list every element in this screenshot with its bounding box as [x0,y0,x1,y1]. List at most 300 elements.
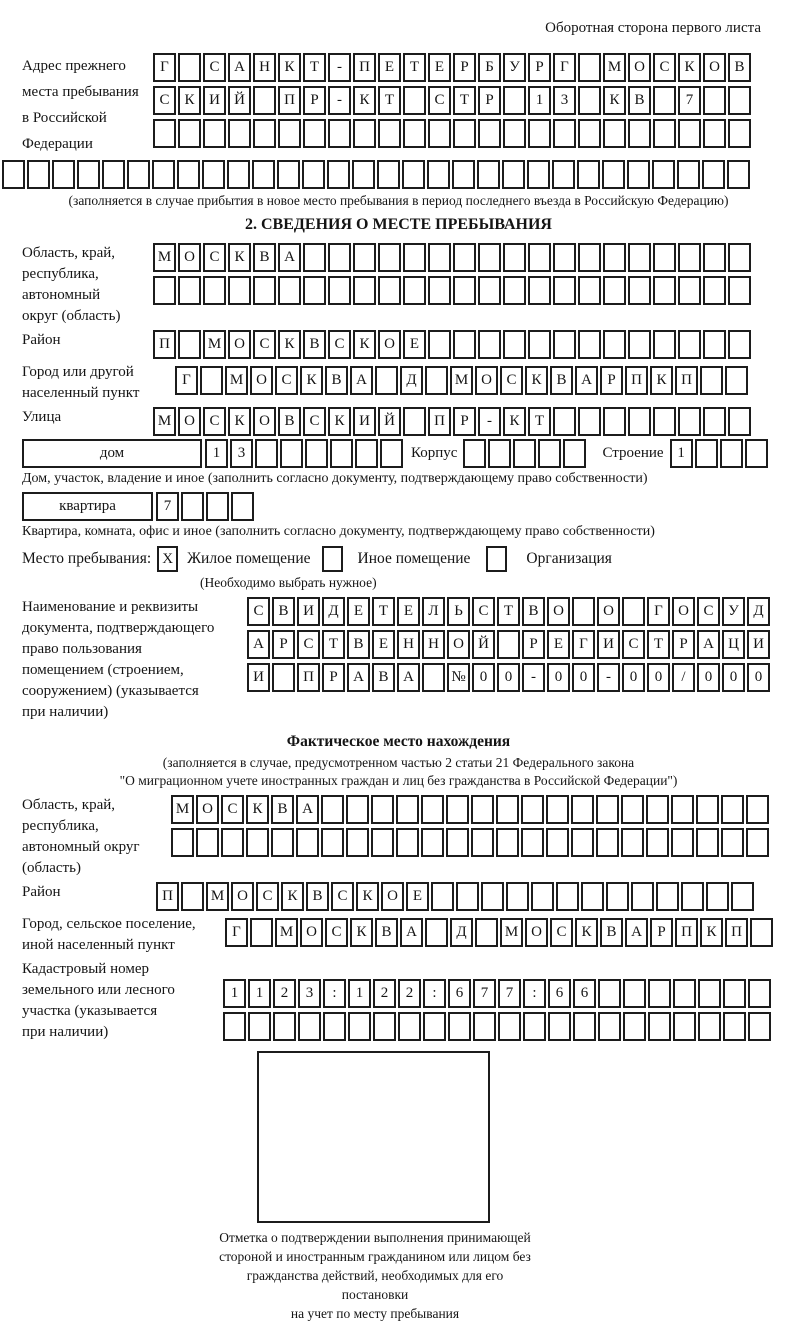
char-cell[interactable]: 6 [573,979,596,1008]
char-cell[interactable] [330,439,353,468]
char-cell[interactable] [746,828,769,857]
char-cell[interactable] [720,439,743,468]
char-cell[interactable] [102,160,125,189]
char-cell[interactable]: Г [553,53,576,82]
char-cell[interactable]: Р [322,663,345,692]
char-cell[interactable]: - [597,663,620,692]
char-cell[interactable] [280,439,303,468]
char-cell[interactable] [200,366,223,395]
char-cell[interactable]: Л [422,597,445,626]
char-cell[interactable] [578,86,601,115]
char-cell[interactable] [421,795,444,824]
char-cell[interactable] [303,243,326,272]
char-cell[interactable] [403,86,426,115]
char-cell[interactable] [678,119,701,148]
char-cell[interactable] [27,160,50,189]
char-cell[interactable] [321,828,344,857]
char-cell[interactable] [496,795,519,824]
char-cell[interactable] [346,795,369,824]
char-cell[interactable]: В [375,918,398,947]
char-cell[interactable] [728,86,751,115]
char-cell[interactable] [428,243,451,272]
char-cell[interactable] [523,1012,546,1041]
char-cell[interactable]: П [675,366,698,395]
char-cell[interactable] [700,366,723,395]
char-cell[interactable]: С [550,918,573,947]
char-cell[interactable] [488,439,511,468]
char-cell[interactable]: А [296,795,319,824]
char-cell[interactable] [596,795,619,824]
char-cell[interactable] [503,86,526,115]
char-cell[interactable]: М [203,330,226,359]
char-cell[interactable]: Г [647,597,670,626]
char-cell[interactable] [153,119,176,148]
char-cell[interactable]: О [231,882,254,911]
char-cell[interactable]: М [500,918,523,947]
char-cell[interactable] [471,795,494,824]
char-cell[interactable] [328,243,351,272]
char-cell[interactable]: К [281,882,304,911]
char-cell[interactable]: О [525,918,548,947]
char-cell[interactable]: Г [225,918,248,947]
char-cell[interactable] [446,795,469,824]
char-cell[interactable]: О [178,407,201,436]
char-cell[interactable] [353,243,376,272]
char-cell[interactable] [371,828,394,857]
char-cell[interactable]: Т [647,630,670,659]
char-cell[interactable]: А [575,366,598,395]
char-cell[interactable] [723,1012,746,1041]
char-cell[interactable] [598,979,621,1008]
char-cell[interactable] [177,160,200,189]
char-cell[interactable]: К [178,86,201,115]
char-cell[interactable]: С [256,882,279,911]
char-cell[interactable]: Р [600,366,623,395]
char-cell[interactable] [371,795,394,824]
char-cell[interactable] [425,918,448,947]
char-cell[interactable] [402,160,425,189]
char-cell[interactable] [221,828,244,857]
char-cell[interactable]: С [153,86,176,115]
char-cell[interactable]: Т [497,597,520,626]
char-cell[interactable]: 0 [747,663,770,692]
char-cell[interactable] [653,243,676,272]
char-cell[interactable] [303,119,326,148]
char-cell[interactable] [678,407,701,436]
char-cell[interactable] [748,979,771,1008]
char-cell[interactable] [721,795,744,824]
char-cell[interactable]: М [206,882,229,911]
char-cell[interactable]: Е [397,597,420,626]
char-cell[interactable]: 1 [223,979,246,1008]
char-cell[interactable] [278,276,301,305]
char-cell[interactable] [677,160,700,189]
char-cell[interactable] [323,1012,346,1041]
char-cell[interactable] [581,882,604,911]
char-cell[interactable]: К [356,882,379,911]
char-cell[interactable]: Н [253,53,276,82]
char-cell[interactable] [653,330,676,359]
char-cell[interactable] [553,407,576,436]
char-cell[interactable] [380,439,403,468]
char-cell[interactable]: С [472,597,495,626]
char-cell[interactable] [646,795,669,824]
char-cell[interactable] [396,828,419,857]
char-cell[interactable] [695,439,718,468]
char-cell[interactable] [446,828,469,857]
char-cell[interactable]: Н [422,630,445,659]
char-cell[interactable]: И [297,597,320,626]
char-cell[interactable] [453,276,476,305]
char-cell[interactable] [475,918,498,947]
char-cell[interactable] [346,828,369,857]
char-cell[interactable]: К [328,407,351,436]
char-cell[interactable] [553,276,576,305]
char-cell[interactable]: М [153,243,176,272]
char-cell[interactable]: К [650,366,673,395]
char-cell[interactable]: В [303,330,326,359]
char-cell[interactable] [378,276,401,305]
char-cell[interactable]: К [278,53,301,82]
char-cell[interactable] [750,918,773,947]
char-cell[interactable]: А [347,663,370,692]
char-cell[interactable] [696,828,719,857]
char-cell[interactable] [652,160,675,189]
char-cell[interactable]: Т [322,630,345,659]
char-cell[interactable] [378,119,401,148]
char-cell[interactable] [728,276,751,305]
char-cell[interactable]: Й [472,630,495,659]
char-cell[interactable]: А [400,918,423,947]
char-cell[interactable]: Д [450,918,473,947]
char-cell[interactable]: К [603,86,626,115]
char-cell[interactable]: Г [175,366,198,395]
char-cell[interactable]: - [328,53,351,82]
char-cell[interactable]: В [253,243,276,272]
char-cell[interactable]: В [347,630,370,659]
char-cell[interactable]: О [381,882,404,911]
char-cell[interactable]: Е [547,630,570,659]
char-cell[interactable]: - [478,407,501,436]
char-cell[interactable] [528,330,551,359]
char-cell[interactable]: А [278,243,301,272]
char-cell[interactable] [513,439,536,468]
char-cell[interactable] [556,882,579,911]
char-cell[interactable] [497,630,520,659]
char-cell[interactable]: 6 [448,979,471,1008]
char-cell[interactable] [298,1012,321,1041]
char-cell[interactable] [273,1012,296,1041]
char-cell[interactable]: С [697,597,720,626]
char-cell[interactable]: С [331,882,354,911]
char-cell[interactable]: К [353,86,376,115]
char-cell[interactable]: Д [322,597,345,626]
char-cell[interactable] [603,407,626,436]
char-cell[interactable]: 7 [678,86,701,115]
char-cell[interactable]: С [653,53,676,82]
char-cell[interactable] [622,597,645,626]
char-cell[interactable] [427,160,450,189]
char-cell[interactable]: О [178,243,201,272]
char-cell[interactable]: К [278,330,301,359]
char-cell[interactable] [671,795,694,824]
checkbox-other-premises[interactable] [322,546,343,572]
char-cell[interactable]: 0 [697,663,720,692]
char-cell[interactable]: П [278,86,301,115]
char-cell[interactable]: 1 [670,439,693,468]
char-cell[interactable]: 1 [205,439,228,468]
char-cell[interactable] [375,366,398,395]
char-cell[interactable] [248,1012,271,1041]
char-cell[interactable]: С [253,330,276,359]
char-cell[interactable] [227,160,250,189]
char-cell[interactable] [178,330,201,359]
char-cell[interactable]: В [325,366,348,395]
char-cell[interactable]: 3 [298,979,321,1008]
char-cell[interactable] [703,407,726,436]
char-cell[interactable]: 2 [273,979,296,1008]
char-cell[interactable] [453,119,476,148]
char-cell[interactable] [477,160,500,189]
char-cell[interactable]: Г [153,53,176,82]
char-cell[interactable]: Т [378,86,401,115]
char-cell[interactable]: 1 [248,979,271,1008]
char-cell[interactable]: Й [228,86,251,115]
char-cell[interactable] [2,160,25,189]
char-cell[interactable] [578,119,601,148]
char-cell[interactable]: 2 [398,979,421,1008]
char-cell[interactable] [398,1012,421,1041]
char-cell[interactable] [671,828,694,857]
char-cell[interactable]: 6 [548,979,571,1008]
char-cell[interactable]: Т [528,407,551,436]
char-cell[interactable]: О [672,597,695,626]
char-cell[interactable]: Е [406,882,429,911]
char-cell[interactable]: И [247,663,270,692]
char-cell[interactable] [527,160,550,189]
char-cell[interactable] [546,795,569,824]
char-cell[interactable]: О [447,630,470,659]
char-cell[interactable] [553,330,576,359]
char-cell[interactable] [678,276,701,305]
char-cell[interactable] [178,53,201,82]
char-cell[interactable]: Д [747,597,770,626]
char-cell[interactable]: О [378,330,401,359]
char-cell[interactable]: Б [478,53,501,82]
char-cell[interactable] [296,828,319,857]
char-cell[interactable] [673,1012,696,1041]
char-cell[interactable] [628,243,651,272]
char-cell[interactable] [355,439,378,468]
char-cell[interactable] [731,882,754,911]
char-cell[interactable]: Т [403,53,426,82]
char-cell[interactable] [656,882,679,911]
char-cell[interactable] [403,243,426,272]
char-cell[interactable]: С [622,630,645,659]
char-cell[interactable] [471,828,494,857]
char-cell[interactable]: С [325,918,348,947]
char-cell[interactable] [603,243,626,272]
char-cell[interactable] [745,439,768,468]
char-cell[interactable]: О [228,330,251,359]
char-cell[interactable] [678,243,701,272]
char-cell[interactable] [231,492,254,521]
char-cell[interactable] [572,597,595,626]
char-cell[interactable]: О [703,53,726,82]
char-cell[interactable]: В [278,407,301,436]
char-cell[interactable]: 7 [473,979,496,1008]
char-cell[interactable]: О [250,366,273,395]
char-cell[interactable]: Ц [722,630,745,659]
char-cell[interactable] [153,276,176,305]
char-cell[interactable] [698,979,721,1008]
char-cell[interactable] [271,828,294,857]
char-cell[interactable]: Т [372,597,395,626]
char-cell[interactable]: О [196,795,219,824]
char-cell[interactable] [423,1012,446,1041]
char-cell[interactable]: С [247,597,270,626]
char-cell[interactable] [327,160,350,189]
char-cell[interactable]: К [353,330,376,359]
char-cell[interactable]: О [300,918,323,947]
char-cell[interactable] [548,1012,571,1041]
char-cell[interactable] [353,119,376,148]
char-cell[interactable] [521,795,544,824]
char-cell[interactable]: Е [347,597,370,626]
char-cell[interactable] [623,1012,646,1041]
char-cell[interactable] [127,160,150,189]
char-cell[interactable] [703,119,726,148]
char-cell[interactable]: В [728,53,751,82]
char-cell[interactable]: : [423,979,446,1008]
char-cell[interactable] [428,330,451,359]
char-cell[interactable] [725,366,748,395]
char-cell[interactable]: Е [428,53,451,82]
char-cell[interactable] [628,407,651,436]
char-cell[interactable] [353,276,376,305]
char-cell[interactable]: У [503,53,526,82]
char-cell[interactable] [603,330,626,359]
char-cell[interactable] [553,243,576,272]
char-cell[interactable] [250,918,273,947]
char-cell[interactable] [453,330,476,359]
char-cell[interactable]: О [253,407,276,436]
char-cell[interactable] [498,1012,521,1041]
char-cell[interactable]: Е [372,630,395,659]
char-cell[interactable]: К [246,795,269,824]
char-cell[interactable]: В [628,86,651,115]
char-cell[interactable] [648,979,671,1008]
char-cell[interactable]: Е [378,53,401,82]
char-cell[interactable] [428,276,451,305]
char-cell[interactable] [528,243,551,272]
char-cell[interactable]: А [625,918,648,947]
char-cell[interactable] [571,828,594,857]
char-cell[interactable] [171,828,194,857]
char-cell[interactable]: Т [303,53,326,82]
char-cell[interactable] [203,276,226,305]
char-cell[interactable] [302,160,325,189]
char-cell[interactable] [328,119,351,148]
char-cell[interactable]: 3 [230,439,253,468]
char-cell[interactable] [621,795,644,824]
char-cell[interactable] [321,795,344,824]
char-cell[interactable]: К [503,407,526,436]
char-cell[interactable]: : [323,979,346,1008]
char-cell[interactable] [563,439,586,468]
char-cell[interactable] [503,243,526,272]
char-cell[interactable]: М [225,366,248,395]
char-cell[interactable]: Е [403,330,426,359]
char-cell[interactable] [703,243,726,272]
char-cell[interactable]: Р [478,86,501,115]
char-cell[interactable]: К [678,53,701,82]
char-cell[interactable] [681,882,704,911]
char-cell[interactable]: В [372,663,395,692]
char-cell[interactable]: Й [378,407,401,436]
char-cell[interactable]: Р [272,630,295,659]
char-cell[interactable] [203,119,226,148]
char-cell[interactable]: 0 [722,663,745,692]
char-cell[interactable]: А [397,663,420,692]
char-cell[interactable]: : [523,979,546,1008]
char-cell[interactable] [577,160,600,189]
char-cell[interactable] [703,330,726,359]
char-cell[interactable]: М [153,407,176,436]
char-cell[interactable] [421,828,444,857]
char-cell[interactable]: М [603,53,626,82]
char-cell[interactable] [598,1012,621,1041]
char-cell[interactable] [578,53,601,82]
char-cell[interactable] [228,119,251,148]
checkbox-residential[interactable]: X [157,546,178,572]
char-cell[interactable] [478,243,501,272]
char-cell[interactable]: И [747,630,770,659]
char-cell[interactable]: П [428,407,451,436]
char-cell[interactable]: К [300,366,323,395]
char-cell[interactable] [496,828,519,857]
char-cell[interactable] [703,276,726,305]
char-cell[interactable]: П [725,918,748,947]
char-cell[interactable]: 0 [497,663,520,692]
char-cell[interactable] [578,330,601,359]
char-cell[interactable] [578,407,601,436]
char-cell[interactable] [723,979,746,1008]
char-cell[interactable]: А [228,53,251,82]
char-cell[interactable]: В [600,918,623,947]
char-cell[interactable] [352,160,375,189]
char-cell[interactable] [578,243,601,272]
char-cell[interactable]: 0 [472,663,495,692]
char-cell[interactable] [52,160,75,189]
char-cell[interactable] [606,882,629,911]
char-cell[interactable]: И [203,86,226,115]
char-cell[interactable] [272,663,295,692]
char-cell[interactable]: С [203,407,226,436]
char-cell[interactable] [152,160,175,189]
char-cell[interactable]: Ь [447,597,470,626]
char-cell[interactable] [77,160,100,189]
checkbox-organization[interactable] [486,546,507,572]
char-cell[interactable]: А [350,366,373,395]
char-cell[interactable]: П [353,53,376,82]
char-cell[interactable]: И [597,630,620,659]
char-cell[interactable] [502,160,525,189]
char-cell[interactable] [553,119,576,148]
char-cell[interactable] [702,160,725,189]
char-cell[interactable] [403,276,426,305]
char-cell[interactable] [481,882,504,911]
